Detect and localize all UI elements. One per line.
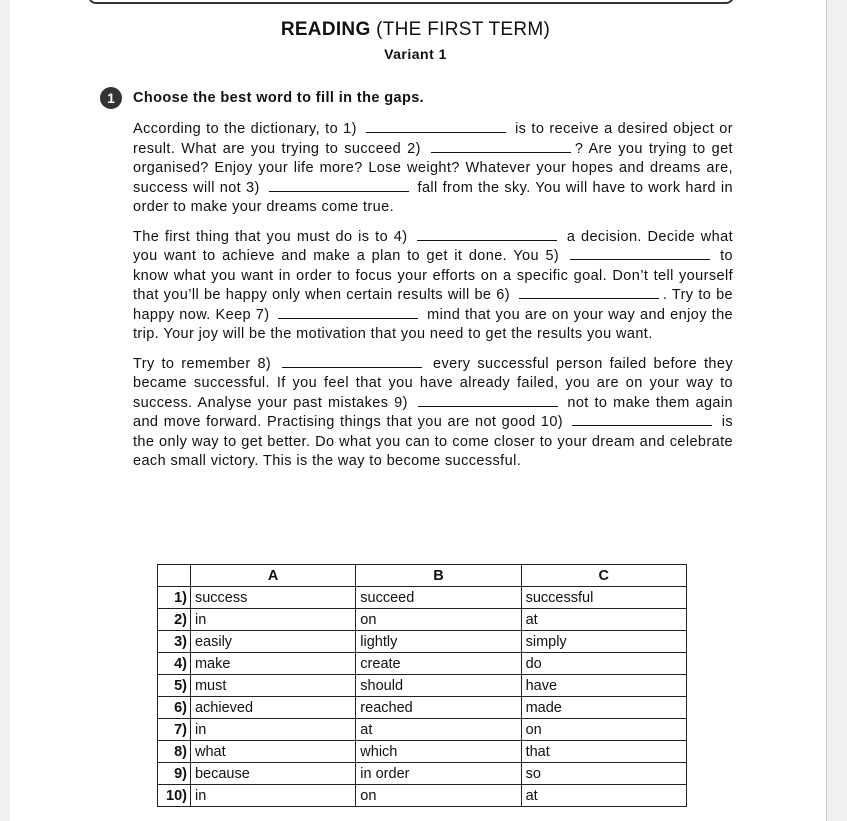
passage-text: every successful person failed before they became successful. If you feel that you have already failed, you are on your way to success. Analyse your past mistakes 9) [133, 355, 733, 411]
option-c[interactable]: on [521, 719, 686, 741]
passage-text: mind that you are on your way and enjoy the trip. Your joy will be the motivation that you need to get the results you want. [133, 306, 734, 342]
title-bold: READING [280, 19, 371, 40]
option-a[interactable]: in [190, 785, 355, 807]
gap-7[interactable] [278, 306, 418, 319]
option-c[interactable]: at [521, 609, 686, 631]
passage-text: a decision. Decide what you want to achieve and make a plan to get it done. You 5) [133, 228, 733, 264]
task-heading [100, 86, 424, 110]
paragraph-2 [133, 228, 733, 345]
passage-text: to know what you want in order to focus your efforts on a specific goal. Don’t tell yourself that you’ll be happy only when certain results will be 6) [133, 248, 733, 303]
option-b[interactable]: on [356, 785, 521, 807]
table-row [158, 653, 687, 675]
option-b[interactable]: lightly [356, 631, 521, 653]
table-header-row [158, 565, 687, 587]
option-c[interactable]: do [521, 653, 686, 675]
option-a[interactable]: because [190, 763, 355, 785]
gap-3[interactable] [269, 179, 409, 192]
table-row [158, 719, 687, 741]
option-b[interactable]: in order [356, 763, 521, 785]
row-number: 2) [158, 609, 191, 631]
table-row [158, 609, 687, 631]
option-b[interactable]: on [356, 609, 521, 631]
variant-label: Variant 1 [384, 46, 447, 62]
table-row [158, 631, 687, 653]
option-a[interactable]: make [190, 653, 355, 675]
gap-4[interactable] [417, 228, 557, 241]
passage-text: . Try to be happy now. Keep 7) [133, 287, 734, 323]
paragraph-3 [133, 355, 733, 472]
task-number-badge: 1 [100, 87, 122, 109]
row-number: 1) [158, 587, 191, 609]
table-row [158, 697, 687, 719]
option-b[interactable]: succeed [356, 587, 521, 609]
gap-9[interactable] [418, 394, 558, 407]
option-b[interactable]: which [356, 741, 521, 763]
row-number: 9) [158, 763, 191, 785]
header-column-a: A [190, 565, 355, 587]
header-empty [158, 565, 191, 587]
option-a[interactable]: achieved [190, 697, 355, 719]
option-a[interactable]: in [190, 609, 355, 631]
table-row [158, 763, 687, 785]
option-b[interactable]: should [356, 675, 521, 697]
gap-6[interactable] [519, 286, 659, 299]
option-a[interactable]: what [190, 741, 355, 763]
table-row [158, 675, 687, 697]
passage-text: According to the dictionary, to 1) [133, 121, 357, 137]
gap-1[interactable] [366, 120, 506, 133]
row-number: 5) [158, 675, 191, 697]
table-row [158, 587, 687, 609]
option-c[interactable]: at [521, 785, 686, 807]
option-c[interactable]: made [521, 697, 686, 719]
paragraph-1 [133, 120, 733, 218]
passage-text: is the only way to get better. Do what you can to come closer to your dream and celebrate each small victory. This is the way to become successful. [133, 414, 733, 469]
row-number: 6) [158, 697, 191, 719]
row-number: 7) [158, 719, 191, 741]
gap-8[interactable] [282, 355, 422, 368]
answer-options-table [157, 564, 687, 807]
gap-5[interactable] [570, 247, 710, 260]
option-c[interactable]: successful [521, 587, 686, 609]
previous-section-frame [88, 0, 734, 4]
passage-text: The first thing that you must do is to 4) [133, 228, 408, 245]
option-b[interactable]: reached [356, 697, 521, 719]
passage-text: not to make them again and move forward. Practising things that you are not good 10) [133, 394, 733, 430]
option-c[interactable]: so [521, 763, 686, 785]
row-number: 8) [158, 741, 191, 763]
task-instruction: Choose the best word to fill in the gaps. [133, 90, 425, 106]
option-a[interactable]: easily [190, 631, 355, 653]
option-a[interactable]: in [190, 719, 355, 741]
header-column-c: C [521, 565, 686, 587]
table-row [158, 785, 687, 807]
option-c[interactable]: have [521, 675, 686, 697]
passage-text: Try to remember 8) [133, 355, 272, 372]
header-column-b: B [356, 565, 521, 587]
option-b[interactable]: at [356, 719, 521, 741]
option-c[interactable]: simply [521, 631, 686, 653]
option-b[interactable]: create [356, 653, 521, 675]
passage-text: ? Are you trying to get organised? Enjoy your life more? Lose weight? Whatever your hopes and dreams are, success will not 3) [133, 140, 733, 196]
option-a[interactable]: success [190, 587, 355, 609]
passage-text: is to receive a desired object or result. What are you trying to succeed 2) [133, 121, 733, 157]
gap-2[interactable] [431, 140, 571, 153]
gap-10[interactable] [572, 413, 712, 426]
row-number: 3) [158, 631, 191, 653]
option-a[interactable]: must [190, 675, 355, 697]
row-number: 4) [158, 653, 191, 675]
row-number: 10) [158, 785, 191, 807]
option-c[interactable]: that [521, 741, 686, 763]
passage-text: fall from the sky. You will have to work hard in order to make your dreams come true. [133, 179, 734, 215]
reading-passage [133, 120, 733, 482]
page-title [0, 19, 831, 41]
title-rest: (THE FIRST TERM) [376, 19, 551, 40]
table-row [158, 741, 687, 763]
